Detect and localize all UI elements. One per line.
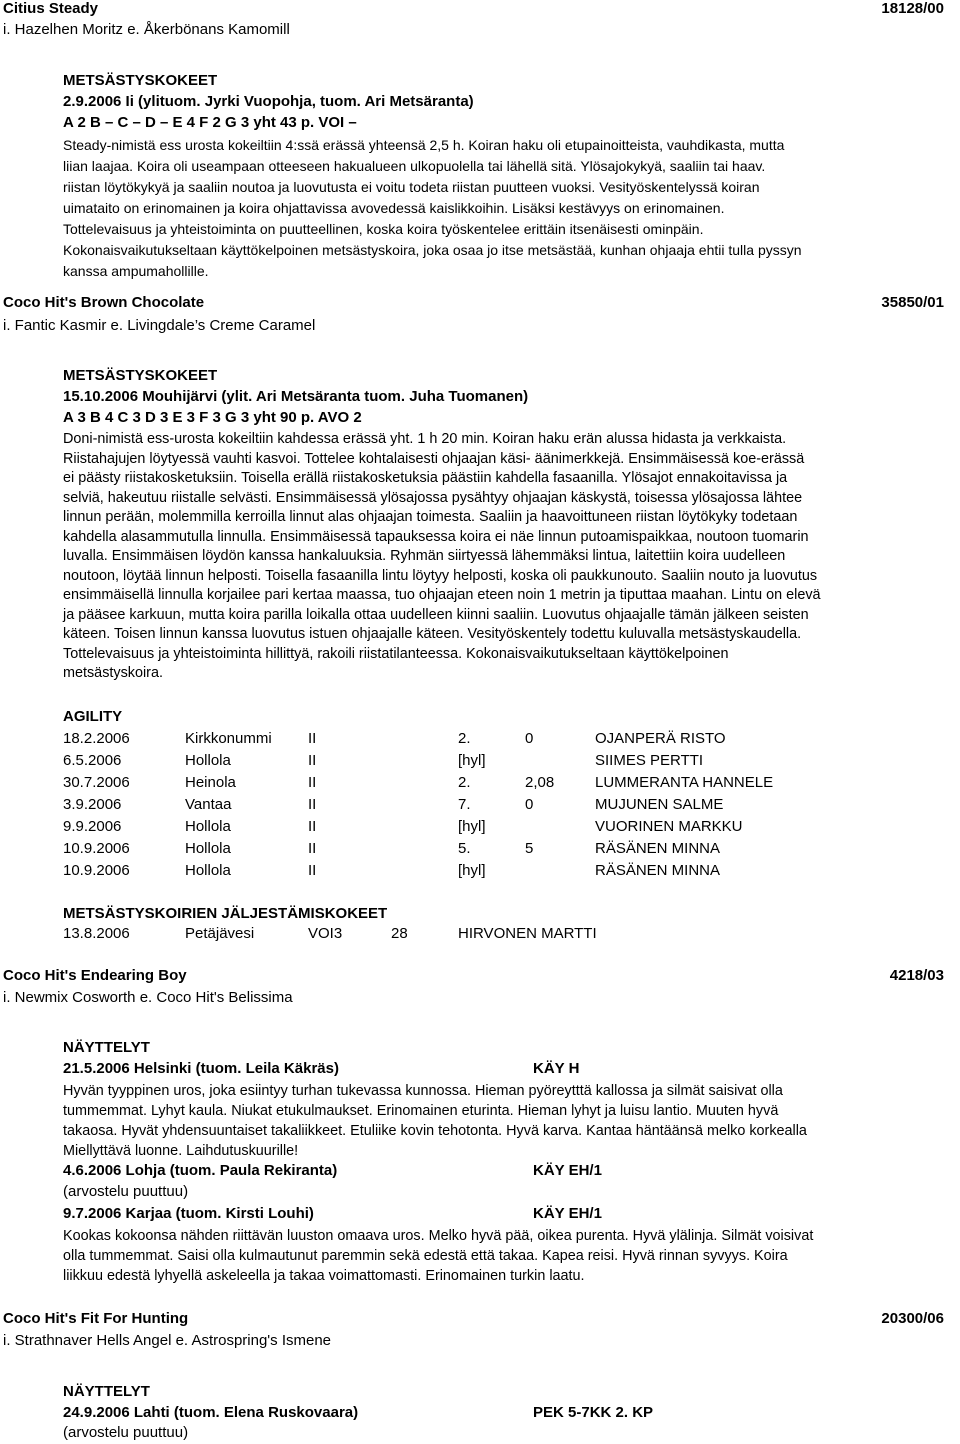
show-result: KÄY H xyxy=(533,1060,580,1077)
text-line: Miellyttävä luonne. Laihdutuskuurille! xyxy=(63,1143,299,1159)
trial-location: Heinola xyxy=(185,774,236,791)
trial-placement: [hyl] xyxy=(458,752,486,769)
trial-location: Hollola xyxy=(185,818,231,835)
trial-location: Hollola xyxy=(185,840,231,857)
dog-name: Citius Steady xyxy=(3,0,99,17)
trial-judge: HIRVONEN MARTTI xyxy=(458,925,597,942)
trial-class: II xyxy=(308,862,317,879)
table-row xyxy=(63,862,943,882)
dog-name: Coco Hit's Endearing Boy xyxy=(3,967,187,984)
trial-header: 2.9.2006 Ii (ylituom. Jyrki Vuopohja, tuom. Ari Metsäranta) xyxy=(63,93,474,110)
table-row xyxy=(63,925,943,945)
trial-date: 9.9.2006 xyxy=(63,818,122,835)
dog-parents: i. Fantic Kasmir e. Livingdale’s Creme Caramel xyxy=(3,317,316,334)
trial-class: II xyxy=(308,796,317,813)
text-line: Doni-nimistä ess-urosta kokeiltiin kahdessa erässä yht. 1 h 20 min. Koiran haku erän alussa hidasta ja verkkaista. xyxy=(63,431,787,447)
show-result: KÄY EH/1 xyxy=(533,1162,602,1179)
text-line: selviä, hakeutuu riistalle selvästi. Ensimmäisessä ylösajossa pysähtyy ohjaajan käskystä, toisessa ylösajossa lähtee xyxy=(63,489,803,506)
show-header: 24.9.2006 Lahti (tuom. Elena Ruskovaara) xyxy=(63,1404,359,1421)
text-line: liian laajaa. Koira oli useampaan otteeseen hakualueen ulkopuolella tai lähellä sitä. Ylösajokykyä, saaliin tai haav. xyxy=(63,158,766,174)
registration-number: 18128/00 xyxy=(881,0,944,17)
table-row xyxy=(63,818,943,838)
text-line: Hyvän tyyppinen uros, joka esiintyy turhan tukevassa kunnossa. Hieman pyöreytttä kallossa ja silmät saisivat olla xyxy=(63,1083,783,1099)
trial-class: II xyxy=(308,818,317,835)
text-line: uimataito on erinomainen ja koira ohjattavissa avovedessä kaislikkoihin. Lisäksi kestävyys on erinomainen. xyxy=(63,200,725,216)
trial-location: Hollola xyxy=(185,862,231,879)
text-line: käteen. Toisen linnun kanssa luovutus istuen ohjaajalle käteen. Vesityöskentely todettu kuluvalla metsästyskaudella. xyxy=(63,626,802,642)
text-line: linnun perään, molemmilla kerroilla linnut alas ohjaajan toimesta. Saaliin ja haavoittuneen riistan löytökyky todetaan xyxy=(63,509,798,525)
trial-placement: 7. xyxy=(458,796,471,813)
text-line: noutoon, löytää linnun helposti. Toisella fasaanilla lintu löytyy helposti, koska oli paukkunouto. Saaliin nouto ja luovutus xyxy=(63,567,818,584)
text-line: takaosa. Hyvät yhdensuuntaiset takaliikkeet. Etuliike kovin tehotonta. Hyvä karva. Kantaa häntäänsä melko korkealla xyxy=(63,1123,807,1139)
text-line: Kookas kokoonsa nähden riittävän luuston omaava uros. Melko hyvä pää, oikea purenta. Hyvä ylälinja. Silmät voisivat xyxy=(63,1228,814,1244)
agility-title: AGILITY xyxy=(63,708,123,725)
text-line: Riistahajujen löytyessä vauhti kasvoi. Tottelee kohtalaisesti ohjaajan käsi- äänimerkkejä. Ensimmäisessä koe-erässä xyxy=(63,450,805,467)
dog-header xyxy=(3,0,944,20)
trial-description xyxy=(63,430,960,684)
text-line: ensimmäisellä linnulla korjailee pari kertaa maassa, tuo ohjaajan eteen noin 1 metrin ja tiputtaa maahan. Lintu on elevä xyxy=(63,587,821,603)
dog-parents: i. Hazelhen Moritz e. Åkerbönans Kamomill xyxy=(3,21,290,38)
table-row xyxy=(63,774,943,794)
dog-parents: i. Newmix Cosworth e. Coco Hit's Belissima xyxy=(3,989,293,1006)
trial-location: Kirkkonummi xyxy=(185,730,272,747)
trial-faults: 5 xyxy=(525,840,534,857)
trial-date: 30.7.2006 xyxy=(63,774,130,791)
trial-faults: 0 xyxy=(525,730,534,747)
trial-date: 13.8.2006 xyxy=(63,925,130,942)
trial-date: 10.9.2006 xyxy=(63,862,130,879)
trial-class: II xyxy=(308,774,317,791)
trial-placement: [hyl] xyxy=(458,818,486,835)
dog-header xyxy=(3,294,944,314)
trial-score: A 3 B 4 C 3 D 3 E 3 F 3 G 3 yht 90 p. AVO 2 xyxy=(63,409,362,426)
trial-location: Vantaa xyxy=(185,796,232,813)
table-row xyxy=(63,796,943,816)
text-line: Tottelevaisuus ja yhteistoiminta on puutteellinen, koska koira työskentelee erittäin itsenäisesti ominpäin. xyxy=(63,221,704,237)
table-row xyxy=(63,730,943,750)
show-result: PEK 5-7KK 2. KP xyxy=(533,1404,654,1421)
table-row xyxy=(63,752,943,772)
table-row xyxy=(63,840,943,860)
trial-judge: LUMMERANTA HANNELE xyxy=(595,774,774,791)
trial-judge: RÄSÄNEN MINNA xyxy=(595,840,721,857)
trial-header: 15.10.2006 Mouhijärvi (ylit. Ari Metsäranta tuom. Juha Tuomanen) xyxy=(63,388,529,405)
trial-faults: 2,08 xyxy=(525,774,555,791)
trial-date: 10.9.2006 xyxy=(63,840,130,857)
text-line: liikkuu edestä lyhyellä askeleella ja takaa voimattomasti. Erinomainen turkin laatu. xyxy=(63,1268,585,1284)
text-line: Tottelevaisuus ja yhteistoiminta hillittyä, rakoili riistatilanteessa. Kokonaisvaikutukseltaan käyttökelpoinen xyxy=(63,645,729,662)
section-title: METSÄSTYSKOKEET xyxy=(63,72,218,89)
trial-class: II xyxy=(308,730,317,747)
trial-placement: 2. xyxy=(458,774,471,791)
trial-score: A 2 B – C – D – E 4 F 2 G 3 yht 43 p. VOI – xyxy=(63,114,357,131)
show-critique xyxy=(63,1226,960,1286)
trial-class: II xyxy=(308,840,317,857)
section-title: NÄYTTELYT xyxy=(63,1383,150,1400)
trial-points: 28 xyxy=(391,925,408,942)
text-line: riistan löytökykyä ja saaliin noutoa ja luovutusta ei voitu todeta riistan puutteen vuoksi. Vesityöskentelyssä koiran xyxy=(63,179,760,195)
trial-date: 18.2.2006 xyxy=(63,730,130,747)
dog-parents: i. Strathnaver Hells Angel e. Astrospring's Ismene xyxy=(3,1332,332,1349)
registration-number: 35850/01 xyxy=(881,294,944,311)
text-line: olla tummemmat. Saisi olla kulmautunut paremmin sekä edestä että takaa. Kapea reisi. Hyvä rinnan syvyys. Koira xyxy=(63,1248,788,1264)
show-header: 9.7.2006 Karjaa (tuom. Kirsti Louhi) xyxy=(63,1205,314,1222)
dog-header xyxy=(3,967,944,987)
trial-location: Petäjävesi xyxy=(185,925,255,942)
show-header: 21.5.2006 Helsinki (tuom. Leila Käkräs) xyxy=(63,1060,339,1077)
section-title: NÄYTTELYT xyxy=(63,1039,150,1056)
trial-placement: [hyl] xyxy=(458,862,486,879)
trial-placement: 5. xyxy=(458,840,471,857)
text-line: ei päästy riistakosketuksiin. Toisella erällä riistakosketuksia päästiin kahdella fasaanilla. Ylösajot ennakoitavissa ja xyxy=(63,470,788,486)
show-critique xyxy=(63,1081,960,1161)
text-line: metsästyskoira. xyxy=(63,665,163,681)
trial-judge: VUORINEN MARKKU xyxy=(595,818,743,835)
show-result: KÄY EH/1 xyxy=(533,1205,602,1222)
trial-placement: 2. xyxy=(458,730,471,747)
text-line: ja pääsee karkuun, mutta koira parilla loikalla ottaa uudelleen kiinni saaliin. Luovutus ohjaajalle tämän jälkeen seisten xyxy=(63,606,809,623)
text-line: tummemmat. Lyhyt kaula. Niukat etukulmaukset. Erinomainen eturinta. Hieman lyhyt ja luisu lantio. Muuten hyvä xyxy=(63,1103,779,1119)
trial-judge: OJANPERÄ RISTO xyxy=(595,730,726,747)
text-line: kanssa ampumahollille. xyxy=(63,263,209,279)
trial-judge: SIIMES PERTTI xyxy=(595,752,704,769)
trial-class: II xyxy=(308,752,317,769)
section-title: METSÄSTYSKOKEET xyxy=(63,367,218,384)
dog-name: Coco Hit's Fit For Hunting xyxy=(3,1310,189,1327)
show-critique: (arvostelu puuttuu) xyxy=(63,1183,189,1200)
tracking-title: METSÄSTYSKOIRIEN JÄLJESTÄMISKOKEET xyxy=(63,905,388,922)
text-line: Steady-nimistä ess urosta kokeiltiin 4:ssä erässä yhteensä 2,5 h. Koiran haku oli etupainoitteista, vauhdikasta, mutta xyxy=(63,137,785,153)
trial-judge: MUJUNEN SALME xyxy=(595,796,724,813)
registration-number: 4218/03 xyxy=(889,967,944,984)
show-header: 4.6.2006 Lohja (tuom. Paula Rekiranta) xyxy=(63,1162,338,1179)
trial-description xyxy=(63,135,960,282)
trial-faults: 0 xyxy=(525,796,534,813)
text-line: Kokonaisvaikutukseltaan käyttökelpoinen metsästyskoira, joka osaa jo itse metsästää, kunhan ohjaaja ehtii tulla pyssyn xyxy=(63,242,802,258)
dog-header xyxy=(3,1310,944,1330)
trial-date: 3.9.2006 xyxy=(63,796,122,813)
trial-class: VOI3 xyxy=(308,925,343,942)
trial-date: 6.5.2006 xyxy=(63,752,122,769)
text-line: luvalla. Ensimmäisen löydön kanssa hankaluuksia. Ryhmän siirtyessä lähemmäksi lintua, laitettiin koira uudelleen xyxy=(63,548,786,564)
registration-number: 20300/06 xyxy=(881,1310,944,1327)
dog-name: Coco Hit's Brown Chocolate xyxy=(3,294,205,311)
text-line: kahdella alasammutulla linnulla. Ensimmäisessä tapauksessa koira ei näe linnun putoamispaikkaa, noutoon tuomarin xyxy=(63,528,809,545)
trial-judge: RÄSÄNEN MINNA xyxy=(595,862,721,879)
trial-location: Hollola xyxy=(185,752,231,769)
show-critique: (arvostelu puuttuu) xyxy=(63,1424,189,1441)
